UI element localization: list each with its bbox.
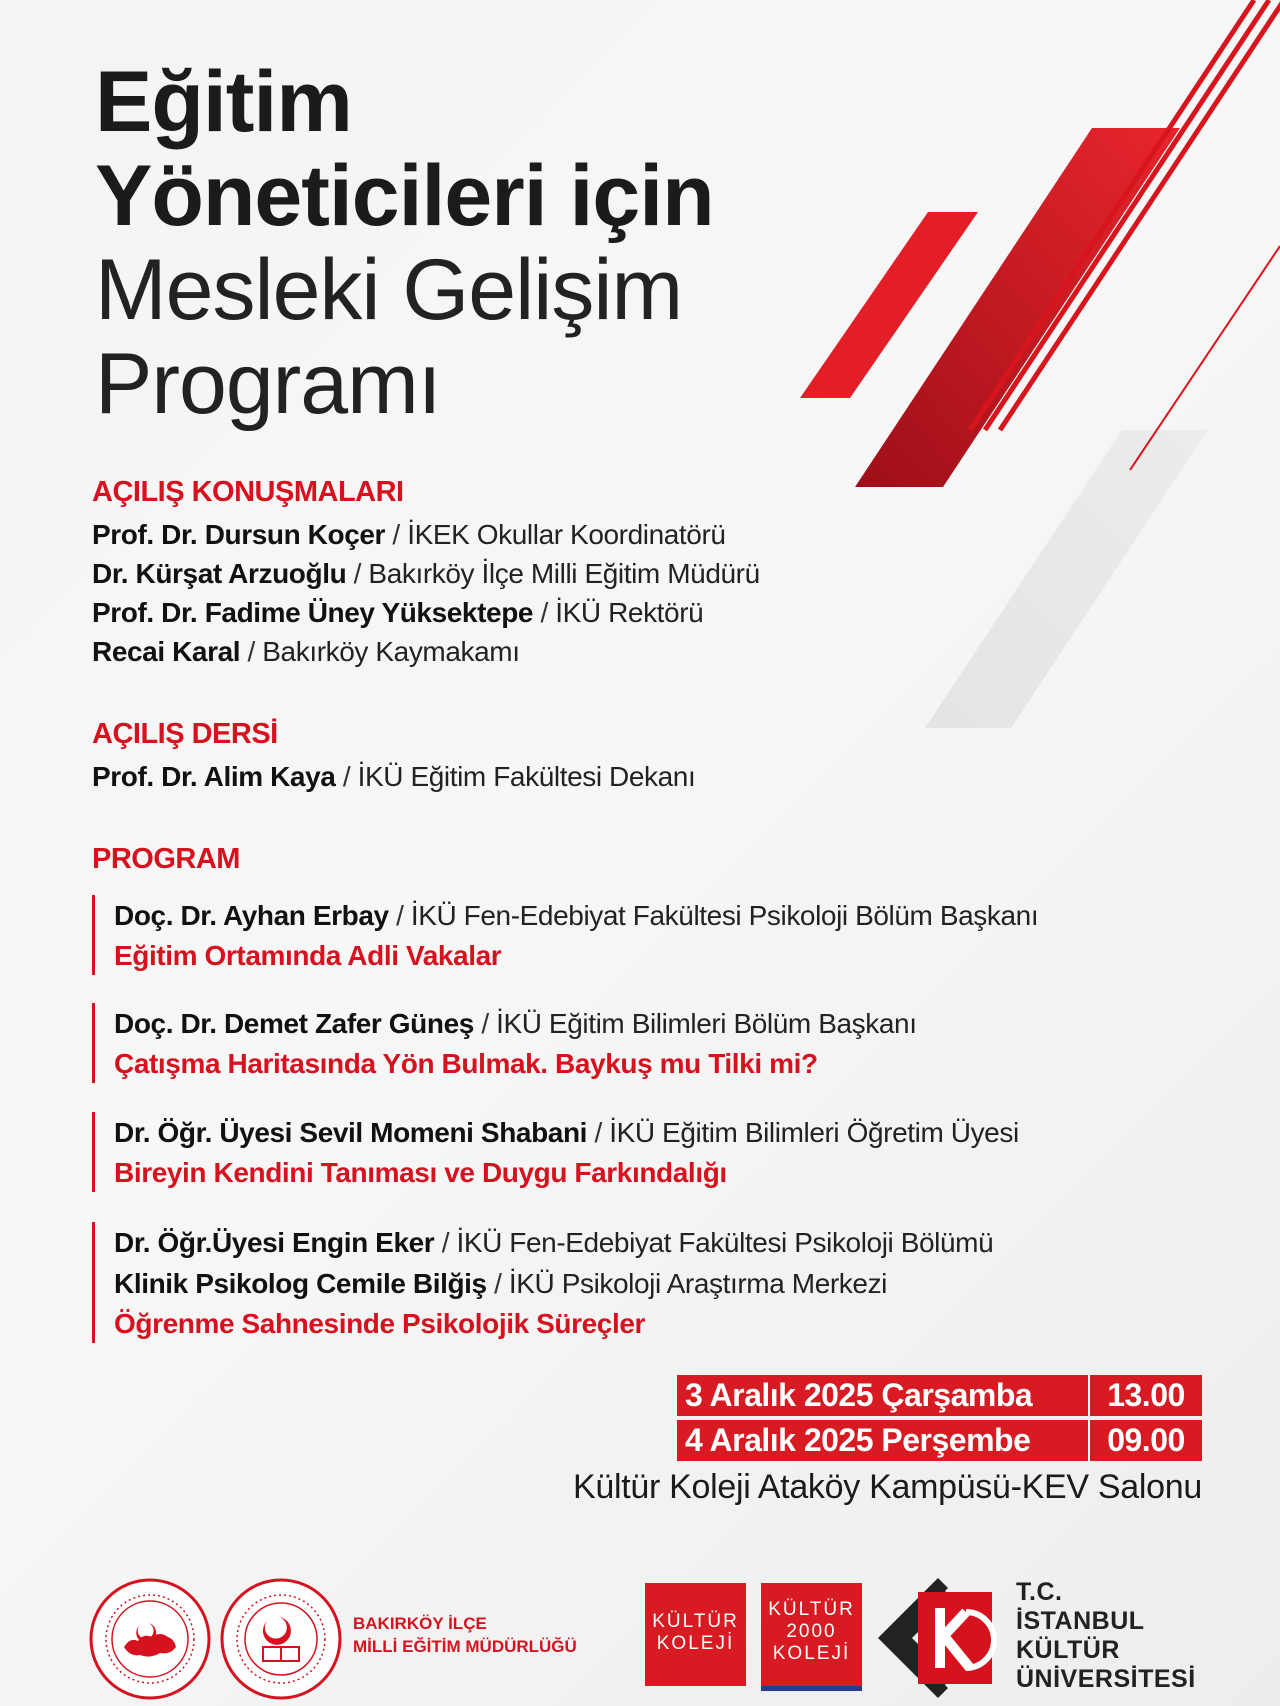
governorship-seal-icon: [88, 1577, 212, 1701]
schedule-date: 4 Aralık 2025 Perşembe: [677, 1420, 1090, 1461]
page-title: [95, 55, 714, 431]
speaker-role: İKEK Okullar Koordinatörü: [407, 519, 726, 550]
speaker-row: Recai Karal / Bakırköy Kaymakamı: [92, 636, 520, 667]
speaker-name: Prof. Dr. Fadime Üney Yüksektepe: [92, 597, 534, 628]
program-item: [92, 895, 1038, 975]
schedule-date: 3 Aralık 2025 Çarşamba: [677, 1375, 1090, 1416]
speaker-row: Prof. Dr. Dursun Koçer / İKEK Okullar Koordinatörü: [92, 519, 726, 550]
kultur-2000-line-3: KOLEJİ: [772, 1643, 851, 1664]
schedule-row: [677, 1420, 1202, 1461]
program-section: [92, 843, 240, 882]
title-line-4: Programı: [95, 336, 441, 432]
university-line-4: ÜNİVERSİTESİ: [1016, 1665, 1196, 1693]
opening-lecture-section: [92, 718, 695, 796]
program-item: [92, 1112, 1019, 1192]
speaker-row: Prof. Dr. Alim Kaya / İKÜ Eğitim Fakültesi Dekanı: [92, 761, 696, 792]
directorate-label: [353, 1612, 577, 1658]
kultur-2000-line-2: 2000: [786, 1621, 837, 1642]
istanbul-kultur-university-logo-icon: [878, 1578, 1008, 1698]
ministry-of-education-seal-icon: [219, 1577, 343, 1701]
speaker-role: İKÜ Psikoloji Araştırma Merkezi: [508, 1268, 887, 1299]
session-topic: Öğrenme Sahnesinde Psikolojik Süreçler: [114, 1308, 646, 1339]
speaker-name: Doç. Dr. Demet Zafer Güneş: [114, 1008, 474, 1039]
speaker-row: Prof. Dr. Fadime Üney Yüksektepe / İKÜ Rektörü: [92, 597, 704, 628]
program-item: [92, 1003, 917, 1083]
speaker-role: Bakırköy İlçe Milli Eğitim Müdürü: [368, 558, 760, 589]
kultur-koleji-line-2: KOLEJİ: [656, 1633, 735, 1654]
section-heading: AÇILIŞ KONUŞMALARI: [92, 476, 404, 508]
speaker-role: İKÜ Eğitim Bilimleri Öğretim Üyesi: [609, 1117, 1019, 1148]
program-item: [92, 1222, 993, 1343]
speaker-role: Bakırköy Kaymakamı: [262, 636, 520, 667]
speaker-role: İKÜ Rektörü: [555, 597, 704, 628]
speaker-name: Doç. Dr. Ayhan Erbay: [114, 900, 389, 931]
venue: Kültür Koleji Ataköy Kampüsü-KEV Salonu: [573, 1468, 1202, 1506]
title-line-1: Eğitim: [95, 54, 352, 150]
university-line-3: KÜLTÜR: [1016, 1636, 1120, 1664]
section-heading: PROGRAM: [92, 843, 240, 875]
speaker-row: Dr. Kürşat Arzuoğlu / Bakırköy İlçe Milli Eğitim Müdürü: [92, 558, 760, 589]
university-name: [1016, 1578, 1196, 1694]
speaker-role: İKÜ Fen-Edebiyat Fakültesi Psikoloji Bölümü: [456, 1227, 994, 1258]
title-line-3: Mesleki Gelişim: [95, 242, 683, 338]
grey-parallelogram: [925, 430, 1208, 728]
university-line-1: T.C.: [1016, 1578, 1063, 1606]
kultur-koleji-logo: [645, 1583, 746, 1686]
speaker-row: Doç. Dr. Demet Zafer Güneş / İKÜ Eğitim Bilimleri Bölüm Başkanı: [114, 1008, 917, 1039]
kultur-koleji-line-1: KÜLTÜR: [652, 1611, 739, 1632]
kultur-2000-line-1: KÜLTÜR: [768, 1599, 855, 1620]
speaker-row: Dr. Öğr.Üyesi Engin Eker / İKÜ Fen-Edebiyat Fakültesi Psikoloji Bölümü: [114, 1227, 994, 1258]
session-topic: Bireyin Kendini Tanıması ve Duygu Farkındalığı: [114, 1157, 727, 1188]
speaker-name: Klinik Psikolog Cemile Bilğiş: [114, 1268, 487, 1299]
kultur-2000-koleji-logo: [761, 1583, 862, 1691]
session-topic: Çatışma Haritasında Yön Bulmak. Baykuş mu Tilki mi?: [114, 1048, 818, 1079]
university-line-2: İSTANBUL: [1016, 1607, 1145, 1635]
speaker-name: Dr. Öğr.Üyesi Engin Eker: [114, 1227, 435, 1258]
speaker-role: İKÜ Fen-Edebiyat Fakültesi Psikoloji Bölüm Başkanı: [410, 900, 1039, 931]
schedule-box: [677, 1375, 1202, 1465]
speaker-role: İKÜ Eğitim Bilimleri Bölüm Başkanı: [496, 1008, 917, 1039]
schedule-time: 13.00: [1107, 1377, 1185, 1413]
title-line-2: Yöneticileri için: [95, 148, 714, 244]
directorate-line-1: BAKIRKÖY İLÇE: [353, 1614, 487, 1633]
session-topic: Eğitim Ortamında Adli Vakalar: [114, 940, 502, 971]
speaker-row: Doç. Dr. Ayhan Erbay / İKÜ Fen-Edebiyat Fakültesi Psikoloji Bölüm Başkanı: [114, 900, 1039, 931]
speaker-name: Prof. Dr. Dursun Koçer: [92, 519, 386, 550]
schedule-row: [677, 1375, 1202, 1416]
speaker-row: Klinik Psikolog Cemile Bilğiş / İKÜ Psikoloji Araştırma Merkezi: [114, 1268, 887, 1299]
speaker-name: Dr. Öğr. Üyesi Sevil Momeni Shabani: [114, 1117, 588, 1148]
speaker-name: Recai Karal: [92, 636, 241, 667]
directorate-line-2: MİLLİ EĞİTİM MÜDÜRLÜĞÜ: [353, 1637, 577, 1656]
opening-speeches-section: [92, 476, 760, 671]
section-heading: AÇILIŞ DERSİ: [92, 718, 278, 750]
speaker-role: İKÜ Eğitim Fakültesi Dekanı: [357, 761, 696, 792]
speaker-name: Dr. Kürşat Arzuoğlu: [92, 558, 347, 589]
speaker-row: Dr. Öğr. Üyesi Sevil Momeni Shabani / İKÜ Eğitim Bilimleri Öğretim Üyesi: [114, 1117, 1019, 1148]
speaker-name: Prof. Dr. Alim Kaya: [92, 761, 336, 792]
schedule-time: 09.00: [1107, 1422, 1185, 1458]
